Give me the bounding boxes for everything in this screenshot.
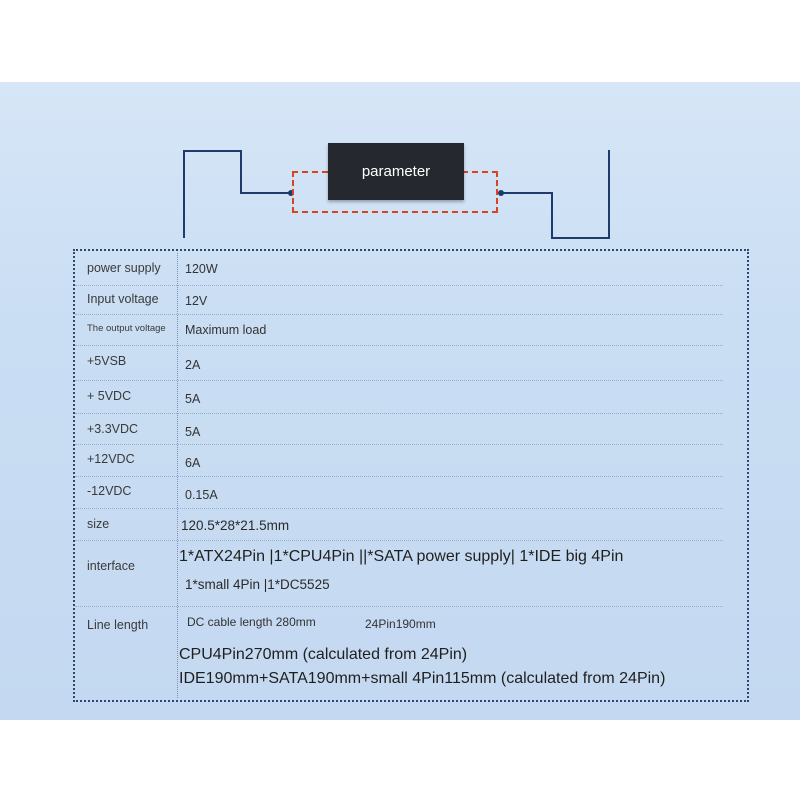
table-row xyxy=(75,251,723,286)
table-row xyxy=(75,540,723,607)
table-row xyxy=(75,508,723,541)
interface-line-1: 1*ATX24Pin |1*CPU4Pin ||*SATA power supply| 1*IDE big 4Pin xyxy=(179,548,624,565)
row-value: 120W xyxy=(185,262,218,276)
row-value: 120.5*28*21.5mm xyxy=(181,518,290,533)
spec-table xyxy=(73,249,749,702)
divider xyxy=(0,80,800,82)
row-label: -12VDC xyxy=(87,484,132,498)
table-row xyxy=(75,606,723,702)
row-label: +3.3VDC xyxy=(87,422,139,436)
row-label: +5VSB xyxy=(87,354,127,368)
row-value: Maximum load xyxy=(185,323,267,337)
row-value: 12V xyxy=(185,294,208,308)
row-label: Input voltage xyxy=(87,292,159,306)
table-row xyxy=(75,476,723,509)
row-value: 5A xyxy=(185,392,201,406)
table-row xyxy=(75,314,723,346)
table-row xyxy=(75,380,723,414)
interface-line-2: 1*small 4Pin |1*DC5525 xyxy=(185,577,330,592)
table-row xyxy=(75,345,723,381)
section-title: parameter xyxy=(328,143,464,200)
row-value: 0.15A xyxy=(185,488,218,502)
row-value: 5A xyxy=(185,425,201,439)
row-label: Line length xyxy=(87,618,149,632)
table-row xyxy=(75,285,723,315)
row-label: The output voltage xyxy=(87,323,166,334)
cpu-length: CPU4Pin270mm (calculated from 24Pin) xyxy=(179,646,468,663)
row-label: +12VDC xyxy=(87,452,135,466)
row-value: 2A xyxy=(185,358,201,372)
row-label: power supply xyxy=(87,261,161,275)
ide-sata-length: IDE190mm+SATA190mm+small 4Pin115mm (calculated from 24Pin) xyxy=(179,670,666,687)
dc-cable-length: DC cable length 280mm xyxy=(187,615,316,629)
table-row xyxy=(75,413,723,445)
row-label: size xyxy=(87,517,110,531)
pin24-length: 24Pin190mm xyxy=(365,617,436,631)
row-label: interface xyxy=(87,559,135,573)
row-label: + 5VDC xyxy=(87,389,132,403)
table-row xyxy=(75,444,723,477)
row-value: 6A xyxy=(185,456,201,470)
